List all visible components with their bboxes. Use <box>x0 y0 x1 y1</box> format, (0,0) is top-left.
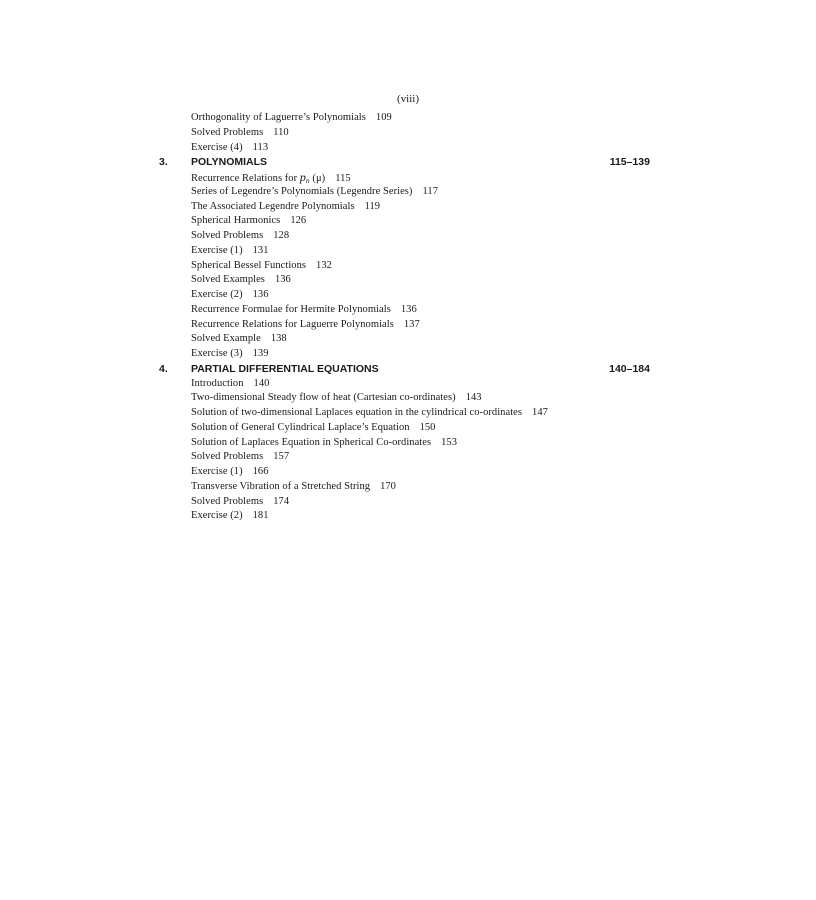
toc-entry <box>157 259 657 274</box>
toc-entry <box>157 303 657 318</box>
toc-entry-title: Recurrence Formulae for Hermite Polynomials <box>191 303 391 315</box>
toc-entry-title: Exercise (1) <box>191 466 243 477</box>
math-symbol: p <box>299 170 306 184</box>
toc-entry-title: Recurrence Relations for <box>191 173 298 184</box>
toc-entry-page: 132 <box>316 259 332 271</box>
chapter-heading <box>157 155 657 170</box>
toc-entry <box>157 318 657 333</box>
toc-entry-page: 166 <box>252 466 269 477</box>
toc-entry-page: 136 <box>274 274 291 286</box>
toc-entry-page: 109 <box>375 112 392 123</box>
toc-entry <box>157 495 657 510</box>
toc-entry-title: Introduction <box>191 377 244 389</box>
toc-entry <box>157 229 657 244</box>
toc-entry <box>157 421 657 436</box>
toc-entry-title: The Associated Legendre Polynomials <box>191 200 355 212</box>
chapter-heading <box>157 362 657 377</box>
chapter-page-range: 115–139 <box>609 156 650 169</box>
toc-entry-title: Solved Problems <box>191 230 264 241</box>
toc-entry-title: Solution of two-dimensional Laplaces equation in the cylindrical co-ordinates <box>191 407 523 418</box>
table-of-contents <box>157 111 657 524</box>
toc-entry-title: Solved Problems <box>191 495 264 507</box>
toc-entry <box>157 170 657 185</box>
toc-entry-title: Exercise (3) <box>191 348 243 359</box>
toc-entry <box>157 480 657 495</box>
toc-entry <box>157 200 657 215</box>
toc-entry-title: Exercise (1) <box>191 244 243 256</box>
toc-entry-page: 119 <box>364 200 381 212</box>
toc-entry-page: 143 <box>465 392 482 404</box>
toc-entry <box>157 391 657 406</box>
toc-entry-page: 170 <box>380 480 396 492</box>
toc-entry-page: 140 <box>253 377 270 389</box>
toc-entry-page: 137 <box>403 318 420 330</box>
toc-entry <box>157 288 657 303</box>
toc-entry-page: 136 <box>252 289 269 300</box>
toc-entry-page: 139 <box>252 348 269 359</box>
chapter-number: 3. <box>159 156 168 169</box>
toc-entry-title: Orthogonality of Laguerre’s Polynomials <box>191 112 366 123</box>
toc-entry-title: Solved Example <box>191 333 261 345</box>
toc-entry-page: 126 <box>290 215 307 227</box>
toc-entry-title: Solved Problems <box>191 451 264 463</box>
toc-entry-title: Exercise (4) <box>191 141 243 153</box>
chapter-number: 4. <box>159 362 168 375</box>
toc-entry-title: Solution of Laplaces Equation in Spherical Co-ordinates <box>191 436 432 448</box>
chapter-title: POLYNOMIALS <box>191 156 268 169</box>
toc-entry-page: 153 <box>441 436 458 448</box>
toc-entry <box>157 244 657 259</box>
toc-entry-page: 110 <box>273 126 289 138</box>
toc-entry-page: 181 <box>252 510 269 522</box>
toc-entry <box>157 406 657 421</box>
toc-entry <box>157 347 657 362</box>
toc-entry <box>157 450 657 465</box>
toc-entry <box>157 377 657 392</box>
chapter-page-range: 140–184 <box>609 362 650 375</box>
toc-entry <box>157 332 657 347</box>
toc-entry-page: 174 <box>273 495 290 507</box>
toc-entry-page: 150 <box>419 421 436 433</box>
toc-entry-title: Solved Problems <box>191 126 264 138</box>
toc-entry-title: Series of Legendre’s Polynomials (Legendre Series) <box>191 185 413 197</box>
toc-entry-page: 131 <box>252 244 269 256</box>
toc-entry <box>157 273 657 288</box>
toc-entry-page: 113 <box>252 141 269 153</box>
toc-entry <box>157 214 657 229</box>
toc-entry <box>157 465 657 480</box>
page-folio: (viii) <box>397 93 419 105</box>
toc-entry <box>157 111 657 126</box>
toc-entry-page: 136 <box>400 303 417 315</box>
toc-entry-title: Spherical Harmonics <box>191 215 281 227</box>
toc-entry-page: 117 <box>422 185 438 197</box>
toc-entry-title: Two-dimensional Steady flow of heat (Cartesian co-ordinates) <box>191 392 456 404</box>
toc-entry <box>157 126 657 141</box>
toc-entry <box>157 141 657 156</box>
toc-entry-title: Spherical Bessel Functions <box>191 259 307 271</box>
toc-entry-title: Exercise (2) <box>191 510 243 522</box>
toc-entry-title: Transverse Vibration of a Stretched String <box>191 480 371 492</box>
toc-entry-page: 157 <box>273 451 290 463</box>
toc-entry-page: 147 <box>532 407 548 418</box>
toc-entry <box>157 436 657 451</box>
toc-entry <box>157 185 657 200</box>
toc-entry-title: Recurrence Relations for Laguerre Polynomials <box>191 318 394 330</box>
toc-entry-title: Exercise (2) <box>191 289 243 300</box>
chapter-title: PARTIAL DIFFERENTIAL EQUATIONS <box>191 362 379 375</box>
math-subscript: n <box>305 176 310 185</box>
toc-entry-page: 115 <box>335 173 351 184</box>
toc-entry-title: Solution of General Cylindrical Laplace’s Equation <box>191 421 410 433</box>
toc-entry-title: Solved Examples <box>191 274 265 286</box>
toc-entry <box>157 509 657 524</box>
toc-entry-page: 128 <box>273 230 290 241</box>
math-argument: (μ) <box>312 173 326 184</box>
toc-entry-page: 138 <box>270 333 287 345</box>
